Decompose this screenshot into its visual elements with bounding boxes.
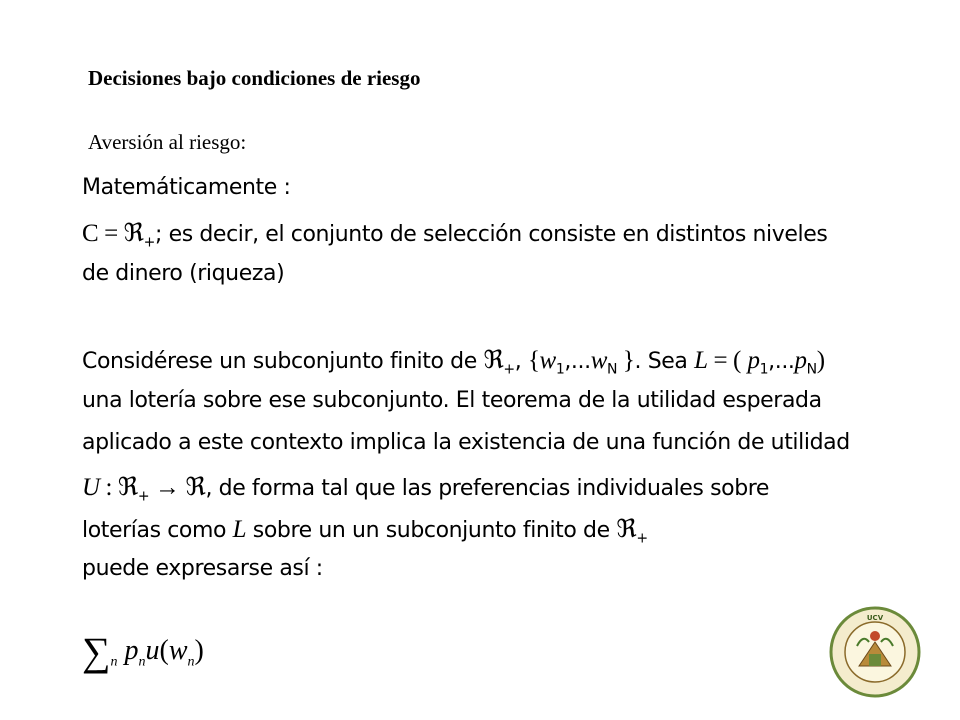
body-line-1: Matemáticamente : [82,175,291,200]
body-line-5: una lotería sobre ese subconjunto. El teorema de la utilidad esperada [82,388,822,413]
body-line-8: loterías como L sobre un un subconjunto finito de ℜ$_+$ [82,516,648,547]
body-line-3: de dinero (riqueza) [82,261,285,286]
body-line-2: C = ℜ$_+$; es decir, el conjunto de selección consiste en distintos niveles [82,220,828,251]
slide-title: Decisiones bajo condiciones de riesgo [88,66,421,90]
body-line-6: aplicado a este contexto implica la existencia de una función de utilidad [82,430,850,455]
expected-utility-formula: $\sum_n$ $p_nu(w_n)$ [82,629,204,674]
body-line-4: Considérese un subconjunto finito de ℜ$_+$, {$w_1,...w_N$ }. Sea L = ( $p_1,...p_N$) [82,347,825,378]
body-line-9: puede expresarse así : [82,556,323,581]
svg-text:UCV: UCV [866,614,884,622]
university-seal-icon [829,606,921,698]
body-line-7: U : ℜ$_+$ → ℜ, de forma tal que las preferencias individuales sobre [82,474,770,505]
subtitle: Aversión al riesgo: [88,130,247,154]
